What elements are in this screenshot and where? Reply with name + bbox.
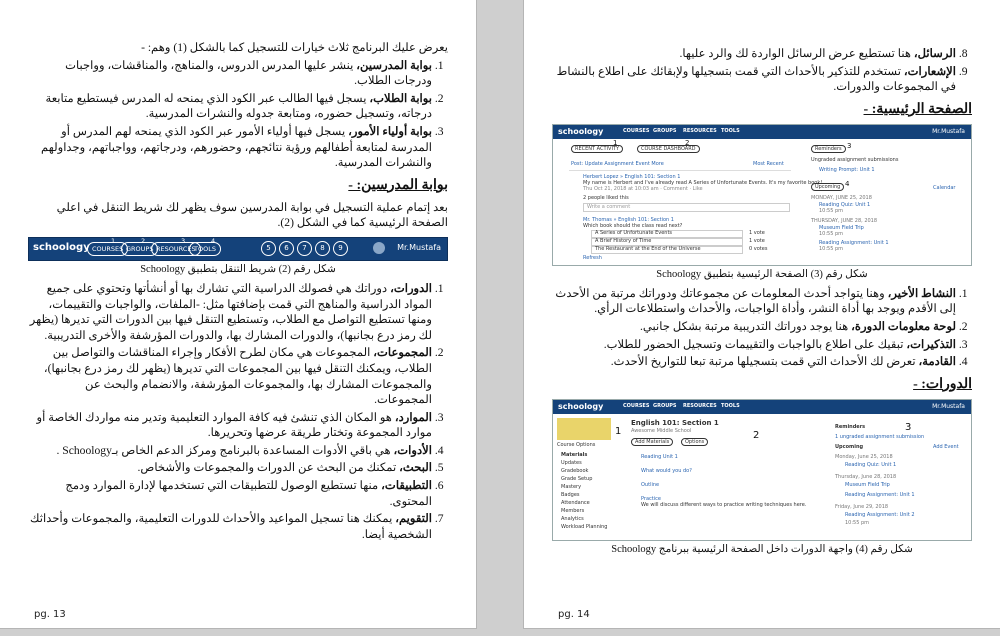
refresh-link: Refresh xyxy=(583,254,602,261)
schoology-logo: schoology xyxy=(558,401,604,411)
item-term: لوحة معلومات الدورة، xyxy=(851,319,956,333)
upcoming-time: 10:55 pm xyxy=(819,207,844,214)
page-14 xyxy=(524,0,1000,628)
item-text: هو المكان الذي تنشئ فيه كافة الموارد التعليمية وتدير منه مواردك الخاصة أو موارد المجموعة وتختار طريقة عرضها وتحريرها. xyxy=(36,410,432,440)
nav-groups-button: GROUPS xyxy=(121,242,158,256)
section-heading: الدورات: - xyxy=(913,376,972,392)
page-14-body xyxy=(552,46,972,561)
item-term: المجموعات، xyxy=(373,346,432,360)
list-item xyxy=(28,478,432,509)
section-heading: الصفحة الرئيسية: - xyxy=(863,101,972,117)
poll-votes: 1 vote xyxy=(749,237,765,244)
nav-tools: TOOLS xyxy=(721,402,740,409)
sidebar-item: Mastery xyxy=(561,483,582,490)
callout-number: 1 xyxy=(111,236,116,245)
user-name: Mr.Mustafa xyxy=(397,242,441,252)
upcoming-time: 10:55 pm xyxy=(845,519,870,526)
list-item xyxy=(28,443,432,459)
list-item xyxy=(28,410,432,441)
section-paragraph: بعد إتمام عملية التسجيل في بوابة المدرسين سوف يظهر لك شريط التنقل في اعلي الصفحة الرئيسية كما في الشكل (2). xyxy=(56,200,448,230)
nav-courses: COURSES xyxy=(623,402,650,409)
nav-resources: RESOURCES xyxy=(683,127,717,134)
reminders-text: Ungraded assignment submissions xyxy=(811,156,899,163)
reminders-title: Reminders xyxy=(811,145,846,153)
upcoming-item: Reading Assignment: Unit 1 xyxy=(819,239,889,246)
item-term: الدورات، xyxy=(390,281,432,295)
screenshot-navbar xyxy=(553,125,971,139)
sidebar-item: Materials xyxy=(561,451,588,458)
upcoming-time: 10:55 pm xyxy=(819,230,844,237)
callout-number: 1 xyxy=(615,425,622,437)
reminders-text: 1 ungraded assignment submission xyxy=(835,433,925,440)
list-item xyxy=(28,345,432,407)
item-text: تعرض لك الأحداث التي قمت بتسجيلها مرتبة تبعا للتواريخ الأحدث. xyxy=(610,355,919,369)
option-term: بوابة المدرسين، xyxy=(356,58,432,72)
schoology-logo: schoology xyxy=(558,126,604,136)
item-text: يمكنك هنا تسجيل المواعيد والأحداث للدورات التعليمية، والمجموعات وأحداثك الشخصية أيضا. xyxy=(30,512,432,541)
option-text: يسجل فيها الطالب عبر الكود الذي يمنحه له المدرس فيستطيع متابعة درجاته، وتسجيل حضوره، ومتابعة جدوله والنشرات المدرسية. xyxy=(45,91,432,121)
add-event-link: Add Event xyxy=(933,443,959,450)
item-text: وهنا يتواجد أحدث المعلومات عن مجموعاتك ودوراتك مرتبة من الأحدث إلى الأقدم ويوجد بها أداة النشر، وأداة الواجبات، والأحداث واستطلاعات الرأي. xyxy=(555,286,956,316)
upcoming-date: Thursday, June 28, 2018 xyxy=(835,473,897,480)
poll-option: The Restaurant at the End of the Universe xyxy=(595,245,701,252)
item-text: منها تستطيع الوصول للتطبيقات التي تستخدمها لإدارة الموارد ودمج المحتوى. xyxy=(65,479,432,508)
callout-number: 4 xyxy=(211,236,216,245)
material-item: Reading Unit 1 xyxy=(641,453,678,460)
user-name: Mr.Mustafa xyxy=(932,402,965,410)
list-item xyxy=(552,337,956,353)
upcoming-date: Monday, June 25, 2018 xyxy=(835,453,893,460)
list-item xyxy=(28,281,432,343)
calendar-link: Calendar xyxy=(933,184,956,191)
poll-votes: 1 vote xyxy=(749,229,765,236)
tab-recent-activity: RECENT ACTIVITY xyxy=(571,145,623,153)
figure-caption: شكل رقم (4) واجهة الدورات داخل الصفحة الرئيسية ببرنامج Schoology xyxy=(611,543,913,555)
comment-placeholder: Write a comment xyxy=(587,203,631,210)
reminder-item: Writing Prompt: Unit 1 xyxy=(819,166,875,173)
search-icon: 5 xyxy=(261,241,276,256)
nav-tools: TOOLS xyxy=(721,127,740,134)
item-text: تمكنك من البحث عن الدورات والمجموعات والأشخاص. xyxy=(137,461,400,475)
page-number: pg. 13 xyxy=(34,609,66,620)
item-term: التقويم، xyxy=(395,512,432,526)
navigation-toolbar-figure xyxy=(28,237,448,261)
apps-icon: 6 xyxy=(279,241,294,256)
list-item xyxy=(552,286,956,317)
nav-groups: GROUPS xyxy=(653,127,677,134)
post-author: Herbert Lopez » English 101: Section 1 xyxy=(583,173,681,180)
post-meta: Thu Oct 21, 2018 at 10:03 am · Comment · Like xyxy=(583,185,703,192)
material-description: We will discuss different ways to practice writing techniques here. xyxy=(641,501,807,508)
post-text: Which book should the class read next? xyxy=(583,222,683,229)
callout-number: 1 xyxy=(613,138,618,147)
item-term: الأدوات، xyxy=(393,443,432,457)
figure-caption: شكل رقم (2) شريط التنقل بتطبيق Schoology xyxy=(140,263,336,275)
post-toolbar: Post: Update Assignment Event More xyxy=(571,160,664,167)
poll-option: A Brief History of Time xyxy=(595,237,652,244)
callout-number: 2 xyxy=(753,429,760,441)
item-term: التذكيرات، xyxy=(906,337,956,351)
option-term: بوابة أولياء الأمور، xyxy=(348,124,432,138)
page-number: pg. 14 xyxy=(558,609,590,620)
schoology-logo: schoology xyxy=(33,241,90,253)
course-subtitle: Awesome Middle School xyxy=(631,427,692,434)
toolbar-items-list xyxy=(28,281,448,543)
item-term: النشاط الأخير، xyxy=(887,286,956,300)
upcoming-item: Reading Quiz: Unit 1 xyxy=(819,201,871,208)
callout-number: 3 xyxy=(181,236,186,245)
item-term: البحث، xyxy=(399,461,432,475)
poll-option: A Series of Unfortunate Events xyxy=(595,229,673,236)
course-title: English 101: Section 1 xyxy=(631,418,719,427)
sidebar-item: Attendance xyxy=(561,499,590,506)
sidebar-item: Analytics xyxy=(561,515,584,522)
sidebar-item: Members xyxy=(561,507,585,514)
home-items-list xyxy=(552,286,972,370)
upcoming-item: Reading Quiz: Unit 1 xyxy=(845,461,897,468)
screenshot-navbar xyxy=(553,400,971,414)
upcoming-date: THURSDAY, JUNE 28, 2018 xyxy=(811,217,878,224)
avatar xyxy=(373,242,385,254)
post-likes: 2 people liked this xyxy=(583,194,629,201)
divider xyxy=(569,170,791,171)
option-term: بوابة الطلاب، xyxy=(369,91,432,105)
nav-groups: GROUPS xyxy=(653,402,677,409)
callout-number: 4 xyxy=(845,179,850,188)
sidebar-item: Workload Planning xyxy=(561,523,608,530)
most-recent-filter: Most Recent xyxy=(753,160,784,167)
courses-screenshot xyxy=(552,399,972,541)
sidebar-item: Gradebook xyxy=(561,467,589,474)
item-text: دوراتك هي فصولك الدراسية التي تشارك بها أو أنشأتها وتحتوي على جميع المواد الدراسية والمناهج التي قمت بإضافتها مثل: -الملفات، والواجبات والتقييمات، ومنها تستطيع التواصل مع الطلاب، وتستطيع التنقل فيها بين الدورات التي تديرها (يظهر لك رمز درع بجانبها)، والدورات المشارك بها، والدورات المؤرشفة والأخرى التدريبية. xyxy=(29,281,432,342)
sidebar-item: Grade Setup xyxy=(561,475,593,482)
list-item xyxy=(552,354,956,370)
item-text: هي باقي الأدوات المساعدة بالبرنامج ومركز الدعم الخاص بـSchoology . xyxy=(56,443,394,457)
item-term: الرسائل، xyxy=(913,47,956,60)
items-top-list xyxy=(552,46,972,95)
nav-resources: RESOURCES xyxy=(683,402,717,409)
item-term: الإشعارات، xyxy=(903,64,956,78)
sidebar-item: Badges xyxy=(561,491,580,498)
item-term: القادمة، xyxy=(918,355,956,369)
item-text: هنا يوجد دوراتك التدريبية مرتبة بشكل جانبي. xyxy=(640,319,852,333)
upcoming-date: MONDAY, JUNE 25, 2018 xyxy=(811,194,872,201)
item-text: هنا تستطيع عرض الرسائل الواردة لك والرد عليها. xyxy=(679,47,914,60)
notifications-icon: 9 xyxy=(333,241,348,256)
messages-icon: 8 xyxy=(315,241,330,256)
option-item xyxy=(28,91,432,122)
material-item: Practice xyxy=(641,495,661,502)
registration-options-list xyxy=(28,58,448,171)
page-13 xyxy=(0,0,476,628)
post-author: Mr. Thomas » English 101: Section 1 xyxy=(583,216,674,223)
post-text: My name is Herbert and I've already read A Series of Unfortunate Events. It's my favorite book! xyxy=(583,179,823,186)
course-options: Course Options xyxy=(557,441,596,448)
upcoming-title: Upcoming xyxy=(835,443,864,450)
callout-number: 2 xyxy=(685,138,690,147)
nav-tools-button: TOOLS xyxy=(189,242,221,256)
item-text: المجموعات هي مكان لطرح الأفكار وإجراء المناقشات والتواصل بين الطلاب، ويمكنك التنقل فيها بين المجموعات التي تديرها (يظهر لك رمز درع بجانبها)، والمجموعات المشارك بها، والمجموعات المؤرشفة، والانضمام والبحث عن المجموعات. xyxy=(43,346,432,407)
upcoming-date: Friday, June 29, 2018 xyxy=(835,503,889,510)
option-item xyxy=(28,124,432,171)
poll-votes: 0 votes xyxy=(749,245,768,252)
nav-resources-button: RESOURCES xyxy=(151,242,201,256)
section-heading: بوابة المدرسين: - xyxy=(348,177,448,193)
option-text: يسجل فيها أولياء الأمور عبر الكود الذي يمنحه لهم المدرس أو المدرسة لمتابعة أطفالهم ورؤية نتائجهم، وحضورهم، ودرجاتهم، وواجباتهم، وجداولهم والنشرات المدرسية. xyxy=(41,124,432,170)
upcoming-time: 10:55 pm xyxy=(819,245,844,252)
callout-number: 3 xyxy=(905,421,912,433)
home-page-screenshot xyxy=(552,124,972,266)
upcoming-item: Reading Assignment: Unit 1 xyxy=(845,491,915,498)
callout-number: 2 xyxy=(141,236,146,245)
item-term: الموارد، xyxy=(394,410,432,424)
add-materials-button: Add Materials xyxy=(631,438,673,446)
calendar-icon: 7 xyxy=(297,241,312,256)
tab-course-dashboard: COURSE DASHBOARD xyxy=(637,145,700,153)
option-text: ينشر عليها المدرس الدروس، والمناهج، والمناقشات، وواجبات ودرجات الطلاب. xyxy=(65,58,432,88)
upcoming-item: Reading Assignment: Unit 2 xyxy=(845,511,915,518)
item-term: التطبيقات، xyxy=(381,479,432,493)
intro-paragraph: يعرض عليك البرنامج ثلاث خيارات للتسجيل كما بالشكل (1) وهم: - xyxy=(141,41,448,54)
course-image xyxy=(557,418,611,440)
upcoming-item: Museum Field Trip xyxy=(819,224,864,231)
user-name: Mr.Mustafa xyxy=(932,127,965,135)
options-button: Options xyxy=(681,438,708,446)
list-item xyxy=(28,460,432,476)
item-text: تبقيك على اطلاع بالواجبات والتقييمات وتسجيل الحضور للطلاب. xyxy=(603,337,907,351)
figure-caption: شكل رقم (3) الصفحة الرئيسية بتطبيق Schoology xyxy=(656,268,868,280)
option-item xyxy=(28,58,432,89)
upcoming-title: Upcoming xyxy=(811,183,844,191)
nav-courses-button: COURSES xyxy=(87,242,128,256)
list-item xyxy=(552,64,956,95)
page-13-body xyxy=(28,40,448,544)
material-item: Outline xyxy=(641,481,660,488)
reminders-title: Reminders xyxy=(835,423,866,430)
list-item xyxy=(28,511,432,542)
callout-number: 3 xyxy=(847,141,852,150)
list-item xyxy=(552,319,956,335)
upcoming-item: Museum Field Trip xyxy=(845,481,890,488)
list-item xyxy=(552,46,956,62)
material-item: What would you do? xyxy=(641,467,692,474)
item-text: تستخدم للتذكير بالأحداث التي قمت بتسجيلها ولإبقائك على اطلاع بالنشاط في المجموعات والدورات. xyxy=(556,64,956,94)
nav-courses: COURSES xyxy=(623,127,650,134)
sidebar-item: Updates xyxy=(561,459,582,466)
